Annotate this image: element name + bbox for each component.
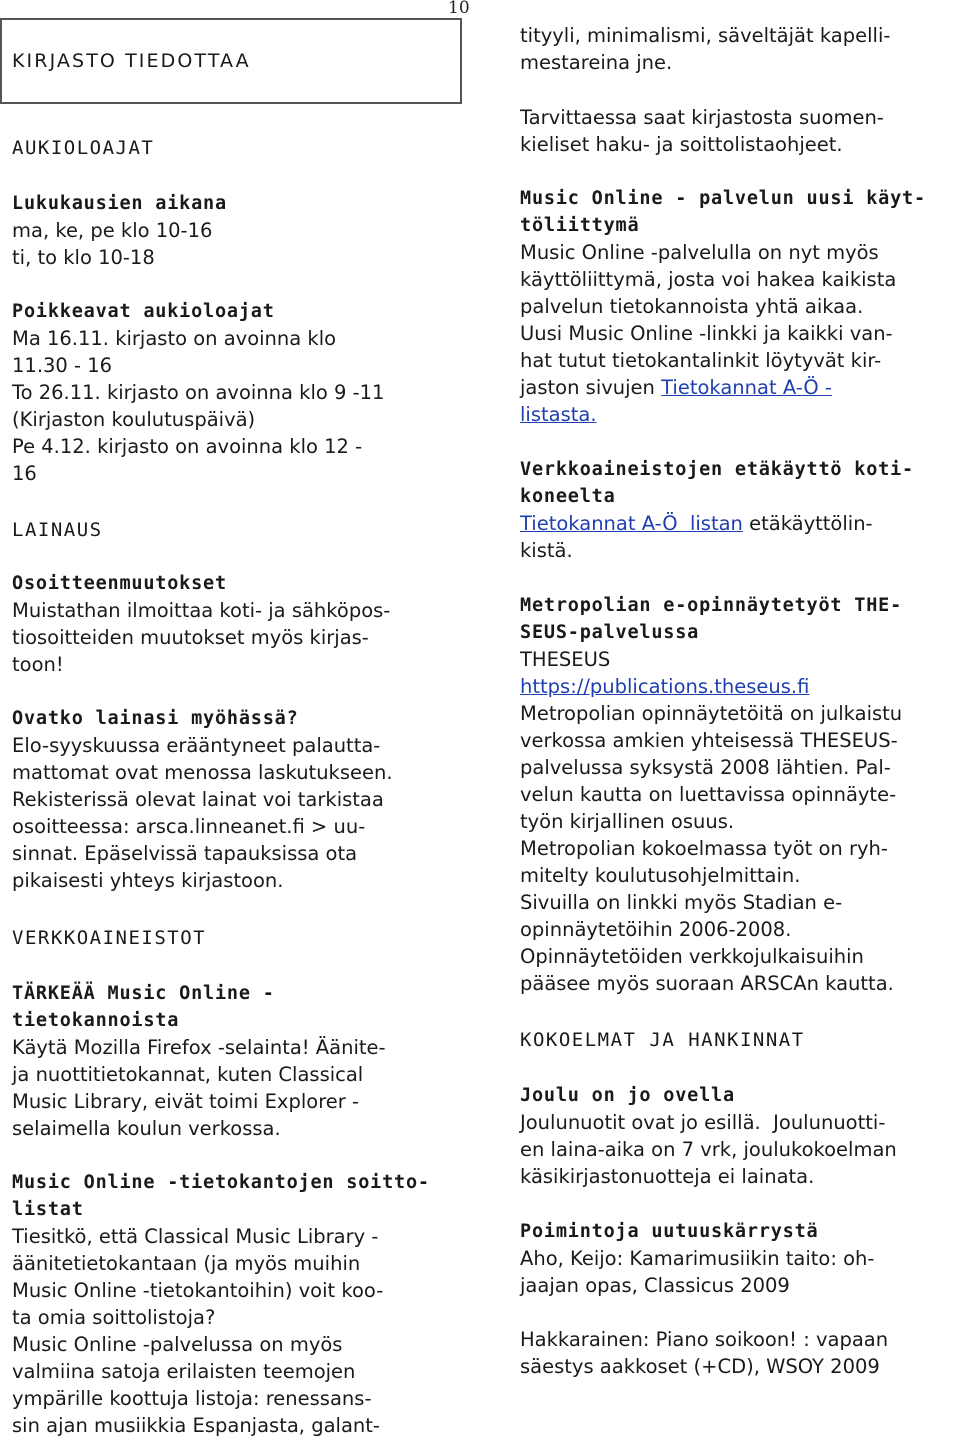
text-line: Sivuilla on linkki myös Stadian e- — [520, 891, 843, 914]
text-line: äänitetietokantaan (ja myös muihin — [12, 1252, 361, 1275]
subheading-tarkeaa-cont: tietokannoista — [12, 1010, 180, 1031]
text-line — [520, 374, 832, 401]
text-line: käyttöliittymä, josta voi hakea kaikista — [520, 268, 897, 291]
subheading-metropolia: Metropolian e-opinnäytetyöt THE- — [520, 595, 903, 616]
link-tietokannat-a-o-listan[interactable]: Tietokannat A-Ö listan — [520, 512, 743, 535]
text-line: ja nuottitietokannat, kuten Classical — [12, 1063, 364, 1086]
text-line: Elo-syyskuussa erääntyneet palautta- — [12, 734, 381, 757]
text-line: Music Online -palvelussa on myös — [12, 1333, 343, 1356]
text-line: verkossa amkien yhteisessä THESEUS- — [520, 729, 898, 752]
text-line: (Kirjaston koulutuspäivä) — [12, 408, 256, 431]
text-line: ta omia soittolistoja? — [12, 1306, 216, 1329]
text-line: Hakkarainen: Piano soikoon! : vapaan — [520, 1328, 889, 1351]
text-line: Rekisterissä olevat lainat voi tarkistaa — [12, 788, 384, 811]
subheading-etakaytto: Verkkoaineistojen etäkäyttö koti- — [520, 459, 914, 480]
text-line: Metropolian opinnäytetöitä on julkaistu — [520, 702, 903, 725]
text-line: osoitteessa: arsca.linneanet.fi > uu- — [12, 815, 366, 838]
subheading-tarkeaa: TÄRKEÄÄ Music Online - — [12, 983, 275, 1004]
text-line: Aho, Keijo: Kamarimusiikin taito: oh- — [520, 1247, 875, 1270]
text-line: käsikirjastonuotteja ei lainata. — [520, 1165, 815, 1188]
text-line: pikaisesti yhteys kirjastoon. — [12, 869, 284, 892]
text-line: Music Online -tietokantoihin) voit koo- — [12, 1279, 384, 1302]
section-heading-aukioloajat: AUKIOLOAJAT — [12, 137, 155, 159]
text-line: jaajan opas, Classicus 2009 — [520, 1274, 790, 1297]
link-tietokannat-a-o-cont[interactable]: listasta. — [520, 403, 597, 426]
text-line: sinnat. Epäselvissä tapauksissa ota — [12, 842, 358, 865]
text-line: Metropolian kokoelmassa työt on ryh- — [520, 837, 888, 860]
text-line — [520, 510, 873, 537]
text-line: kistä. — [520, 539, 573, 562]
subheading-music-online: Music Online - palvelun uusi käyt- — [520, 188, 926, 209]
text-line: ma, ke, pe klo 10-16 — [12, 219, 213, 242]
text-line: velun kautta on luettavissa opinnäyte- — [520, 783, 897, 806]
text-line: säestys aakkoset (+CD), WSOY 2009 — [520, 1355, 880, 1378]
text-line: hat tutut tietokantalinkit löytyvät kir- — [520, 349, 882, 372]
subheading-joulu: Joulu on jo ovella — [520, 1085, 735, 1106]
text-line: sin ajan musiikkia Espanjasta, galant- — [12, 1414, 380, 1437]
subheading-osoitteenmuutokset: Osoitteenmuutokset — [12, 573, 227, 594]
text-line: THESEUS — [520, 648, 611, 671]
text-line: Music Online -palvelulla on nyt myös — [520, 241, 879, 264]
text-line: Tarvittaessa saat kirjastosta suomen- — [520, 106, 884, 129]
text-line: ympärille koottuja listoja: renessans- — [12, 1387, 372, 1410]
text-line: Muistathan ilmoittaa koti- ja sähköpos- — [12, 599, 391, 622]
text-line: Uusi Music Online -linkki ja kaikki van- — [520, 322, 893, 345]
subheading-etakaytto-cont: koneelta — [520, 486, 616, 507]
text-line: tiosoitteiden muutokset myös kirjas- — [12, 626, 369, 649]
subheading-lukukausi: Lukukausien aikana — [12, 193, 227, 214]
section-heading-verkkoaineistot: VERKKOAINEISTOT — [12, 927, 207, 949]
text-line: mitelty koulutusohjelmittain. — [520, 864, 801, 887]
subheading-soittolistat: Music Online -tietokantojen soitto- — [12, 1172, 430, 1193]
text-line: Käytä Mozilla Firefox -selainta! Äänite- — [12, 1036, 386, 1059]
text-line: Music Library, eivät toimi Explorer - — [12, 1090, 360, 1113]
text-line: en laina-aika on 7 vrk, joulukokoelman — [520, 1138, 897, 1161]
text-line: palvelussa syksystä 2008 lähtien. Pal- — [520, 756, 891, 779]
text-fragment: etäkäyttölin- — [742, 512, 873, 535]
text-line: Pe 4.12. kirjasto on avoinna klo 12 - — [12, 435, 363, 458]
section-heading-lainaus: LAINAUS — [12, 519, 103, 541]
text-line: työn kirjallinen osuus. — [520, 810, 735, 833]
text-line: palvelun tietokannoista yhtä aikaa. — [520, 295, 864, 318]
page-number: 10 — [448, 0, 470, 18]
text-line: To 26.11. kirjasto on avoinna klo 9 -11 — [12, 381, 385, 404]
text-line: opinnäytetöihin 2006-2008. — [520, 918, 792, 941]
subheading-music-online-cont: töliittymä — [520, 215, 640, 236]
text-line — [520, 401, 597, 428]
subheading-poimintoja: Poimintoja uutuuskärrystä — [520, 1221, 819, 1242]
link-theseus[interactable]: https://publications.theseus.fi — [520, 675, 810, 698]
text-line: ti, to klo 10-18 — [12, 246, 155, 269]
text-line: mattomat ovat menossa laskutukseen. — [12, 761, 393, 784]
text-line: Joulunuotit ovat jo esillä. Joulunuotti- — [520, 1111, 886, 1134]
section-heading-kokoelmat: KOKOELMAT JA HANKINNAT — [520, 1029, 805, 1051]
text-line — [520, 673, 809, 700]
link-tietokannat-a-o[interactable]: Tietokannat A-Ö - — [661, 376, 832, 399]
subheading-metropolia-cont: SEUS-palvelussa — [520, 622, 700, 643]
text-line: 11.30 - 16 — [12, 354, 113, 377]
subheading-soittolistat-cont: listat — [12, 1199, 84, 1220]
text-line: Ma 16.11. kirjasto on avoinna klo — [12, 327, 337, 350]
text-line: selaimella koulun verkossa. — [12, 1117, 281, 1140]
text-line: Tiesitkö, että Classical Music Library - — [12, 1225, 379, 1248]
page-title: KIRJASTO TIEDOTTAA — [12, 50, 251, 72]
subheading-poikkeavat: Poikkeavat aukioloajat — [12, 301, 275, 322]
text-line: pääsee myös suoraan ARSCAn kautta. — [520, 972, 894, 995]
text-line: tityyli, minimalismi, säveltäjät kapelli- — [520, 24, 891, 47]
text-fragment: jaston sivujen — [520, 376, 662, 399]
text-line: Opinnäytetöiden verkkojulkaisuihin — [520, 945, 864, 968]
text-line: toon! — [12, 653, 64, 676]
text-line: 16 — [12, 462, 37, 485]
text-line: valmiina satoja erilaisten teemojen — [12, 1360, 356, 1383]
text-line: kieliset haku- ja soittolistaohjeet. — [520, 133, 843, 156]
text-line: mestareina jne. — [520, 51, 673, 74]
subheading-ovatko: Ovatko lainasi myöhässä? — [12, 708, 299, 729]
